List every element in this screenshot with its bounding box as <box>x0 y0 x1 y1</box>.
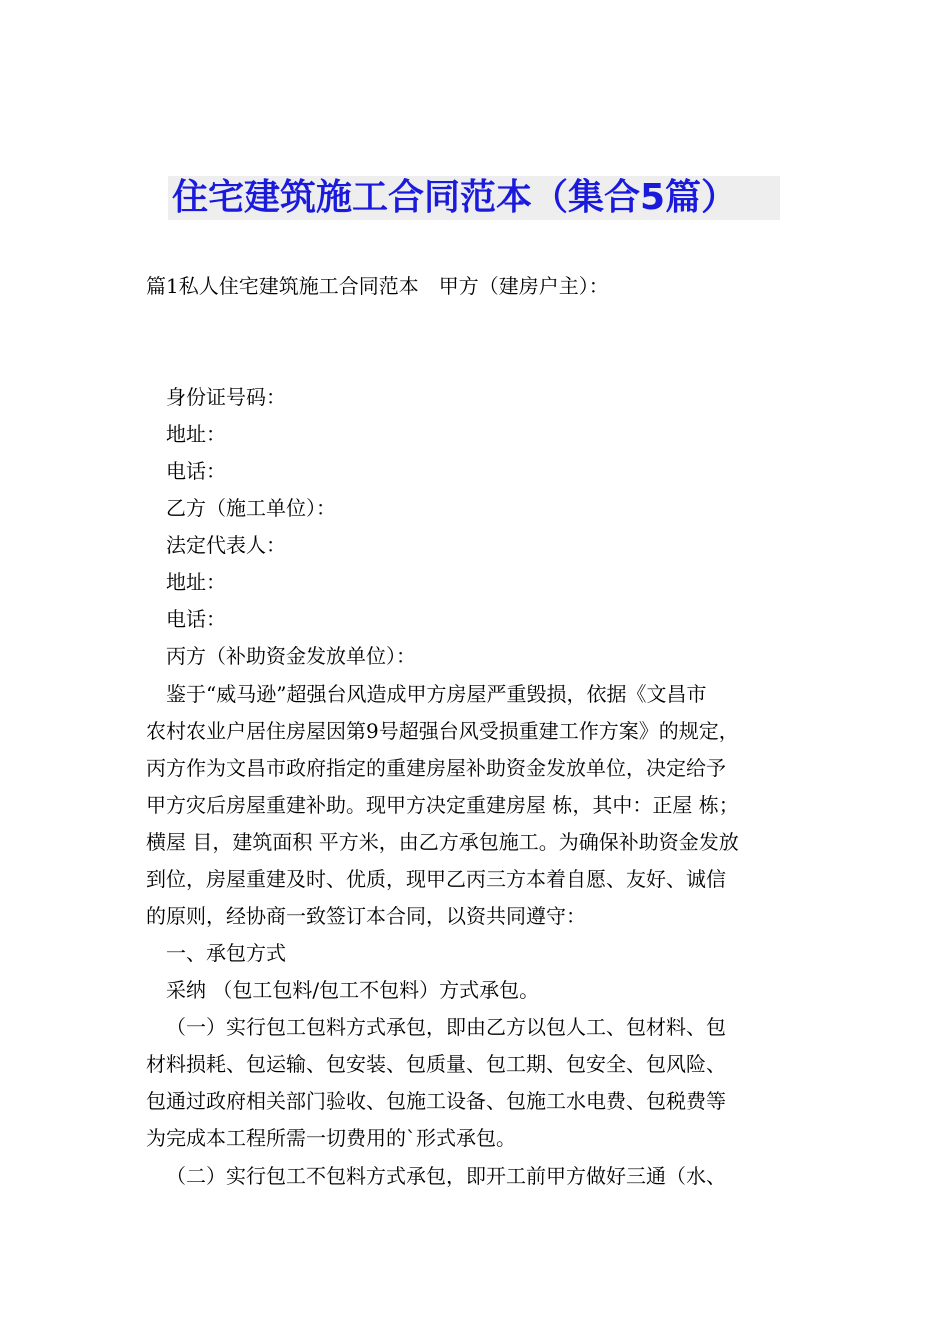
section-1-method: 采纳 （包工包料/包工不包料）方式承包。 <box>166 978 540 1002</box>
preamble-line: 横屋 目，建筑面积 平方米，由乙方承包施工。为确保补助资金发放 <box>146 830 739 854</box>
preamble-line: 到位，房屋重建及时、优质，现甲乙丙三方本着自愿、友好、诚信 <box>146 867 726 891</box>
preamble-line: 甲方灾后房屋重建补助。现甲方决定重建房屋 栋，其中：正屋 栋； <box>146 793 739 817</box>
document-title: 住宅建筑施工合同范本（集合5篇） <box>172 177 738 218</box>
party-c-label: 丙方（补助资金发放单位）： <box>166 644 416 668</box>
party-b-legal-rep: 法定代表人： <box>166 533 286 557</box>
party-b-address: 地址： <box>166 570 226 594</box>
preamble-line: 的原则，经协商一致签订本合同，以资共同遵守： <box>146 904 586 928</box>
preamble-line: 农村农业户居住房屋因第9号超强台风受损重建工作方案》的规定， <box>146 719 739 743</box>
section-1-item-1-line: 包通过政府相关部门验收、包施工设备、包施工水电费、包税费等 <box>146 1089 726 1113</box>
section-1-item-2-line: （二）实行包工不包料方式承包，即开工前甲方做好三通（水、 <box>166 1164 726 1188</box>
party-a-phone: 电话： <box>166 459 226 483</box>
section-1-heading: 一、承包方式 <box>166 941 286 965</box>
party-a-address: 地址： <box>166 422 226 446</box>
preamble-line: 丙方作为文昌市政府指定的重建房屋补助资金发放单位，决定给予 <box>146 756 726 780</box>
section-heading: 篇1私人住宅建筑施工合同范本 甲方（建房户主）： <box>146 274 609 298</box>
section-1-item-1-line: （一）实行包工包料方式承包，即由乙方以包人工、包材料、包 <box>166 1015 726 1039</box>
section-1-item-1-line: 材料损耗、包运输、包安装、包质量、包工期、包安全、包风险、 <box>146 1052 726 1076</box>
party-a-id-number: 身份证号码： <box>166 385 286 409</box>
preamble-line: 鉴于“威马逊”超强台风造成甲方房屋严重毁损，依据《文昌市 <box>166 682 707 706</box>
party-b-phone: 电话： <box>166 607 226 631</box>
section-1-item-1-line: 为完成本工程所需一切费用的`形式承包。 <box>146 1126 516 1150</box>
party-b-label: 乙方（施工单位）： <box>166 496 336 520</box>
